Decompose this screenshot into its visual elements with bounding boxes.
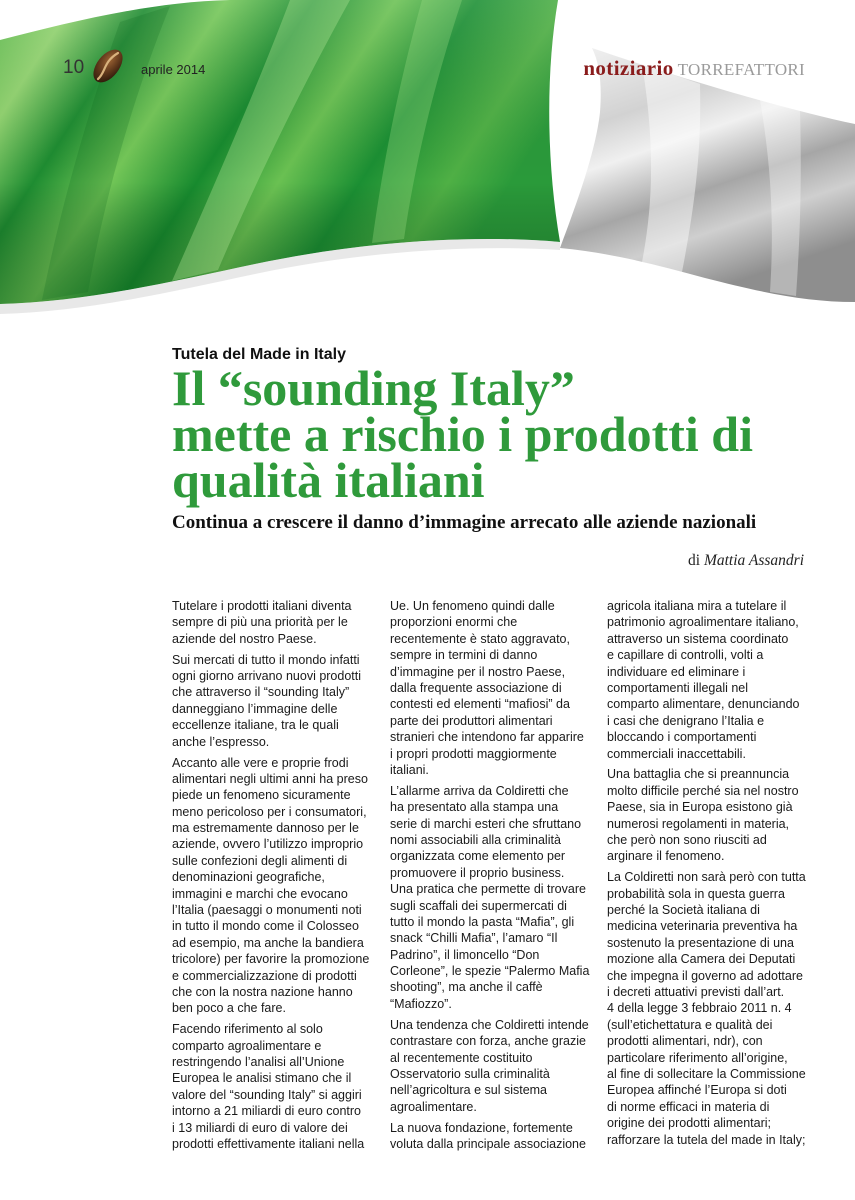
text-line: rafforzare la tutela del made in Italy; [607,1132,806,1147]
paragraph [390,1017,600,1115]
paragraph [172,652,382,750]
text-line: (sull’etichettatura e qualità dei [607,1017,773,1032]
text-line: voluta dalla principale associazione [390,1137,586,1151]
text-line: italiani. [390,762,429,777]
text-line: valore del “sounding Italy” si aggiri [172,1087,362,1102]
paragraph [172,755,382,1017]
text-line: La nuova fondazione, fortemente [390,1120,573,1135]
text-line: che attraverso il “sounding Italy” [172,685,350,700]
text-line: Facendo riferimento al solo [172,1022,323,1037]
text-line: Una tendenza che Coldiretti intende [390,1017,589,1032]
text-line: intorno a 21 miliardi di euro contro [172,1104,361,1119]
text-line: aziende del nostro Paese. [172,631,317,646]
text-line: Ue. Un fenomeno quindi dalle [390,599,555,613]
text-line: danneggiano l’immagine delle [172,701,338,716]
text-line: sempre di più una priorità per le [172,615,348,630]
text-line: 4 della legge 3 febbraio 2011 n. 4 [607,1001,792,1016]
text-line: La Coldiretti non sarà però con tutta [607,870,806,885]
text-line: che però non sono riusciti ad [607,832,767,847]
text-line: restringendo l’analisi all’Unione [172,1055,345,1070]
text-line: stranieri che intendono far apparire [390,730,584,745]
publication-logo [583,56,805,82]
text-line: ogni giorno arrivano nuovi prodotti [172,669,362,684]
text-line: denominazioni geografiche, [172,870,325,885]
text-line: aziende, ovvero l’utilizzo improprio [172,837,364,852]
text-line: piede un fenomeno sicuramente [172,788,351,803]
text-line: L’allarme arriva da Coldiretti che [390,783,569,798]
text-line: probabilità sola in questa guerra [607,886,785,901]
text-line: comparto agroalimentare e [172,1038,322,1053]
text-line: organizzata come elemento per [390,849,566,864]
text-line: Sui mercati di tutto il mondo infatti [172,652,360,667]
text-line: agroalimentare. [390,1099,477,1114]
brand-subtitle: TORREFATTORI [677,60,805,79]
text-line: patrimonio agroalimentare italiano, [607,615,799,630]
text-line: recentemente è stato aggravato, [390,631,570,646]
paragraph [390,598,600,778]
text-line: Tutelare i prodotti italiani diventa [172,599,352,613]
text-line: agricola italiana mira a tutelare il [607,599,787,613]
text-line: contesti ed elementi “mafiosi” da [390,697,570,712]
text-line: che con la nostra nazione hanno [172,984,353,999]
text-line: molto difficile perché sia nel nostro [607,783,799,798]
paragraph [390,783,600,1012]
text-line: perché la Società italiana di [607,903,760,918]
text-line: l’Italia (paesaggi o monumenti noti [172,903,362,918]
text-line: nomi associabili alla criminalità [390,832,561,847]
text-line: contrastare con forza, anche grazie [390,1034,586,1049]
headline-line: Il “sounding Italy” [172,360,575,416]
text-line: sostenuto la presentazione di una [607,935,794,950]
text-line: meno pericoloso per i consumatori, [172,804,367,819]
text-line: ben poco a che fare. [172,1001,286,1016]
text-line: al fine di sollecitare la Commissione [607,1066,806,1081]
text-line: sugli scaffali dei supermercati di [390,898,567,913]
paragraph [172,1021,382,1152]
text-line: “Mafiozzo”. [390,996,452,1011]
page-number: 10 [63,57,85,78]
issue-date: aprile 2014 [141,62,206,77]
text-line: Osservatorio sulla criminalità [390,1066,550,1081]
text-line: Paese, sia in Europa esistono già [607,800,793,815]
text-line: medicina veterinaria preventiva ha [607,919,798,934]
text-column-2 [390,598,600,1157]
text-line: bloccando i comportamenti [607,730,757,745]
text-line: mozione alla Camera dei Deputati [607,952,796,967]
text-line: Una pratica che permette di trovare [390,882,586,897]
text-line: prodotti effettivamente italiani nella [172,1137,365,1151]
text-line: numerosi regolamenti in materia, [607,816,790,831]
text-line: comparto alimentare, denunciando [607,697,800,712]
text-line: al recentemente costituito [390,1050,533,1065]
text-line: Padrino”, il limoncello “Don [390,947,540,962]
text-line: promuovere il proprio business. [390,865,565,880]
text-line: i propri prodotti maggiormente [390,746,557,761]
text-line: sempre in termini di danno [390,648,538,663]
text-line: che impegna il governo ad adottare [607,968,803,983]
text-line: proporzioni enormi che [390,615,518,630]
text-line: ha presentato alla stampa una [390,800,559,815]
text-line: attraverso un sistema coordinato [607,631,789,646]
text-line: i casi che denigrano l’Italia e [607,713,765,728]
text-line: i decreti attuativi previsti dall’art. [607,984,785,999]
section-kicker: Tutela del Made in Italy [172,346,346,363]
text-line: ma estremamente dannoso per le [172,821,359,836]
text-line: Europea affinché l’Europa si doti [607,1083,787,1098]
text-line: serie di marchi esteri che sfruttano [390,816,582,831]
text-line: Europea le analisi stimano che il [172,1071,352,1086]
text-line: parte dei produttori alimentari [390,713,553,728]
text-line: eccellenze italiane, tra le quali [172,718,339,733]
byline-prefix: di [688,552,701,569]
text-line: Accanto alle vere e proprie frodi [172,755,349,770]
coffee-bean-icon [89,45,127,87]
text-line: Una battaglia che si preannuncia [607,767,790,782]
text-column-1 [172,598,382,1157]
text-line: e commercializzazione di prodotti [172,968,357,983]
text-line: prodotti alimentari, ndr), con [607,1034,763,1049]
headline-line: qualità italiani [172,452,485,508]
author-name: Mattia Assandri [703,552,804,569]
paragraph [607,766,817,864]
article-subheading: Continua a crescere il danno d’immagine arrecato alle aziende nazionali [172,512,757,533]
text-line: commerciali inaccettabili. [607,746,746,761]
text-line: snack “Chilli Mafia”, l’amaro “Il [390,931,558,946]
text-line: dalla frequente associazione di [390,680,562,695]
text-line: tutto il mondo la pasta “Mafia”, gli [390,914,575,929]
text-line: nell’agricoltura e sul sistema [390,1083,548,1098]
text-line: origine dei prodotti alimentari; [607,1116,771,1131]
article-headline [172,360,753,508]
text-line: in tutto il mondo come il Colosseo [172,919,359,934]
brand-name: notiziario [583,56,674,80]
text-line: Corleone”, le spezie “Palermo Mafia [390,964,590,979]
paragraph [607,869,817,1148]
text-line: tricolore) per favorire la promozione [172,952,370,967]
text-line: comportamenti illegali nel [607,680,749,695]
paragraph [607,598,817,762]
text-line: alimentari negli ultimi anni ha preso [172,771,368,786]
text-line: d’immagine per il nostro Paese, [390,664,566,679]
byline [688,551,804,571]
text-line: di norme efficaci in materia di [607,1099,770,1114]
text-line: ad esempio, ma anche la bandiera [172,935,364,950]
flag-silver-band [560,48,855,302]
text-line: e capillare di controlli, volti a [607,648,764,663]
text-line: immagini e marchi che evocano [172,886,348,901]
headline-line: mette a rischio i prodotti di [172,406,753,462]
text-line: particolare riferimento all’origine, [607,1050,788,1065]
text-line: i 13 miliardi di euro di valore dei [172,1120,348,1135]
paragraph [172,598,382,647]
paragraph [390,1120,600,1153]
flag-banner [0,0,855,320]
text-line: anche l’espresso. [172,734,270,749]
text-line: individuare ed eliminare i [607,664,746,679]
text-line: shooting”, ma anche il caffè [390,980,543,995]
text-column-3 [607,598,817,1152]
text-line: sulle confezioni degli alimenti di [172,853,348,868]
text-line: arginare il fenomeno. [607,849,725,864]
